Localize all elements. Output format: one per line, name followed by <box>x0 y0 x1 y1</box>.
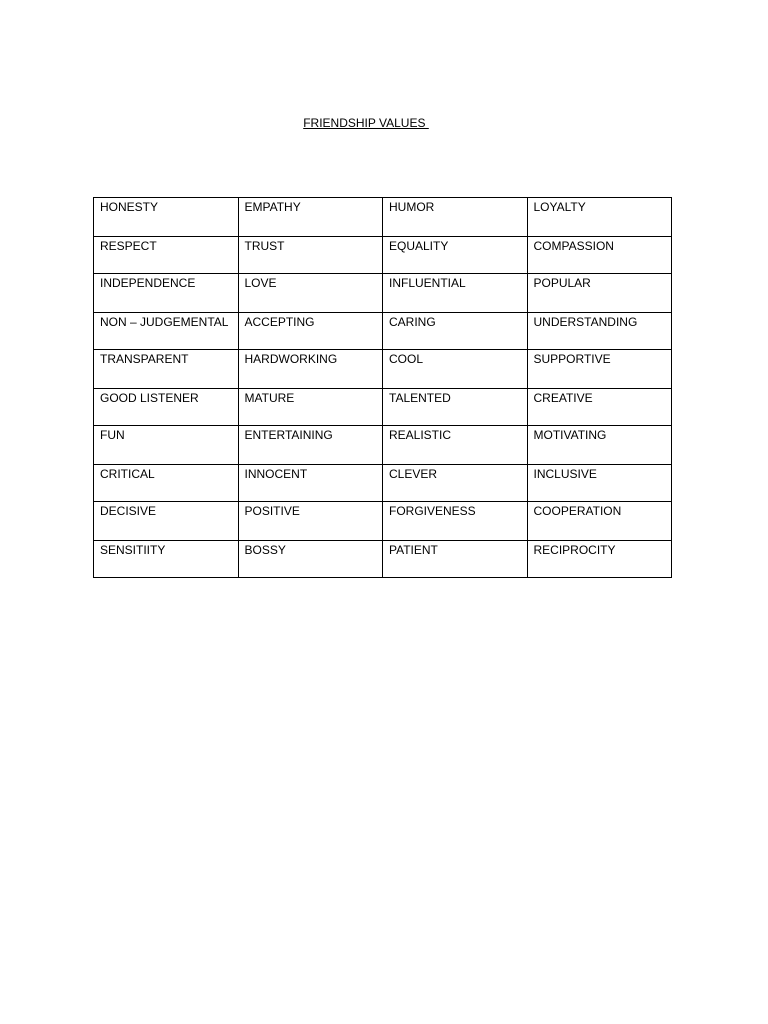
table-cell: EQUALITY <box>383 237 528 274</box>
table-cell: ACCEPTING <box>238 313 383 350</box>
table-cell: ENTERTAINING <box>238 426 383 465</box>
table-cell: SENSITIITY <box>94 541 239 578</box>
table-cell: UNDERSTANDING <box>527 313 672 350</box>
table-row <box>94 350 672 389</box>
table-cell: INDEPENDENCE <box>94 274 239 313</box>
table-cell: MOTIVATING <box>527 426 672 465</box>
table-cell: INCLUSIVE <box>527 465 672 502</box>
table-cell: INNOCENT <box>238 465 383 502</box>
table-cell: PATIENT <box>383 541 528 578</box>
table-cell: COOPERATION <box>527 502 672 541</box>
table-cell: HONESTY <box>94 198 239 237</box>
table-row <box>94 465 672 502</box>
table-cell: CARING <box>383 313 528 350</box>
table-row <box>94 237 672 274</box>
table-cell: INFLUENTIAL <box>383 274 528 313</box>
table-cell: COMPASSION <box>527 237 672 274</box>
table-cell: LOVE <box>238 274 383 313</box>
table-row <box>94 426 672 465</box>
table-cell: LOYALTY <box>527 198 672 237</box>
table-cell: RESPECT <box>94 237 239 274</box>
table-cell: RECIPROCITY <box>527 541 672 578</box>
table-cell: TRUST <box>238 237 383 274</box>
table-cell: HUMOR <box>383 198 528 237</box>
table-body <box>94 198 672 578</box>
table-row <box>94 198 672 237</box>
table-cell: HARDWORKING <box>238 350 383 389</box>
table-cell: FORGIVENESS <box>383 502 528 541</box>
friendship-values-table <box>93 197 672 578</box>
table-cell: SUPPORTIVE <box>527 350 672 389</box>
table-cell: MATURE <box>238 389 383 426</box>
table-cell: CREATIVE <box>527 389 672 426</box>
table-row <box>94 274 672 313</box>
table-cell: COOL <box>383 350 528 389</box>
table-row <box>94 541 672 578</box>
table-cell: CLEVER <box>383 465 528 502</box>
table-cell: EMPATHY <box>238 198 383 237</box>
table-cell: POSITIVE <box>238 502 383 541</box>
table-cell: BOSSY <box>238 541 383 578</box>
table-cell: POPULAR <box>527 274 672 313</box>
table-cell: GOOD LISTENER <box>94 389 239 426</box>
table-row <box>94 502 672 541</box>
table-cell: DECISIVE <box>94 502 239 541</box>
table-row <box>94 389 672 426</box>
table-cell: TALENTED <box>383 389 528 426</box>
page-title: FRIENDSHIP VALUES <box>303 116 429 130</box>
table-cell: TRANSPARENT <box>94 350 239 389</box>
table-cell: REALISTIC <box>383 426 528 465</box>
table-cell: NON – JUDGEMENTAL <box>94 313 239 350</box>
table-cell: FUN <box>94 426 239 465</box>
table-cell: CRITICAL <box>94 465 239 502</box>
table-row <box>94 313 672 350</box>
